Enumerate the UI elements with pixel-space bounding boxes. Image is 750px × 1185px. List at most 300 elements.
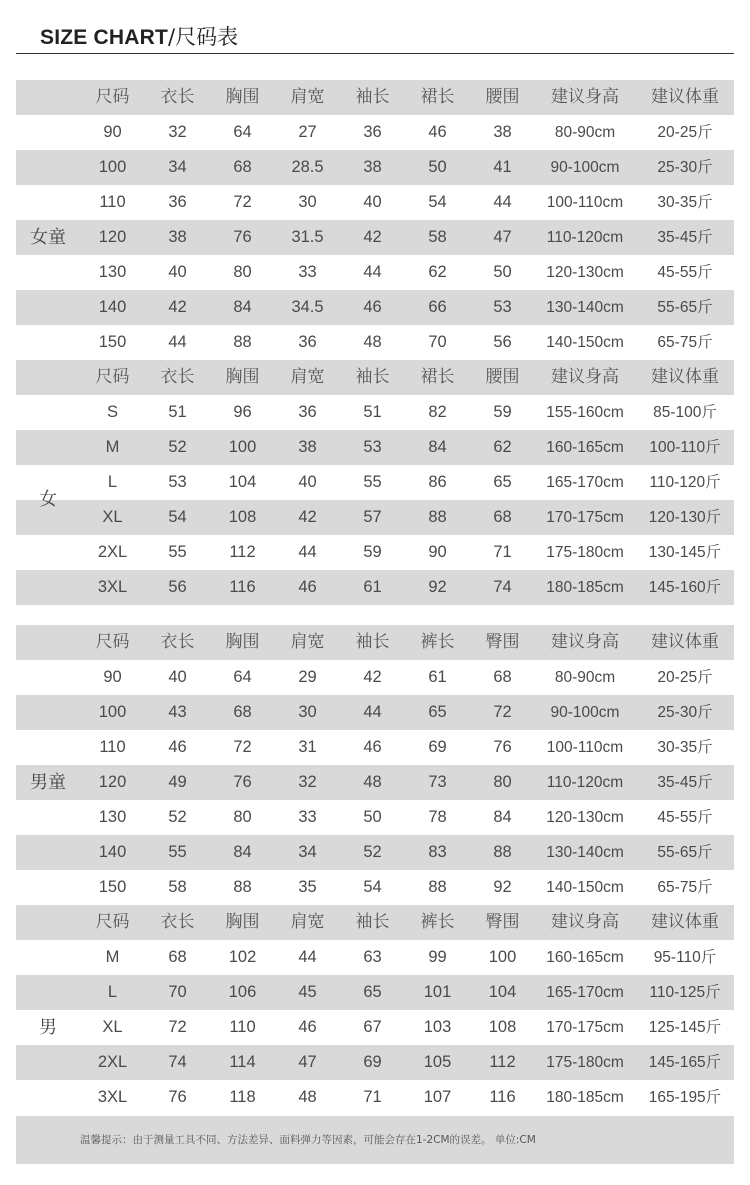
- column-header: 袖长: [355, 367, 390, 387]
- table-cell: 68: [168, 948, 187, 966]
- table-cell: 65: [363, 983, 382, 1001]
- table-cell: 69: [428, 738, 447, 756]
- table-cell: 36: [298, 403, 317, 421]
- table-cell: 140: [98, 298, 127, 316]
- table-cell: 125-145斤: [648, 1019, 722, 1036]
- table-cell: 46: [298, 1018, 317, 1036]
- table-row: [16, 1080, 734, 1115]
- table-cell: 35: [298, 878, 317, 896]
- table-cell: 52: [363, 843, 382, 861]
- table-cell: 65: [493, 473, 512, 491]
- table-cell: 50: [428, 158, 447, 176]
- table-cell: 27: [298, 123, 317, 141]
- table-cell: 48: [363, 333, 382, 351]
- table-cell: 140-150cm: [546, 879, 624, 896]
- table-cell: 90: [103, 668, 122, 686]
- page-title: [40, 20, 238, 54]
- table-cell: 114: [229, 1053, 256, 1071]
- table-cell: 73: [428, 773, 447, 791]
- table-cell: 51: [363, 403, 382, 421]
- table-cell: 38: [493, 123, 512, 141]
- table-cell: 100: [98, 703, 127, 721]
- column-header: 尺码: [95, 632, 130, 652]
- table-cell: 76: [233, 773, 252, 791]
- table-cell: 130: [98, 263, 127, 281]
- table-cell: 62: [428, 263, 447, 281]
- table-cell: 170-175cm: [546, 1019, 624, 1036]
- column-header: 建议身高: [551, 632, 619, 652]
- table-cell: 80: [233, 263, 252, 281]
- table-cell: 65-75斤: [657, 334, 713, 351]
- column-header: 臀围: [485, 632, 520, 652]
- table-cell: 54: [428, 193, 447, 211]
- column-header: 尺码: [95, 87, 130, 107]
- table-cell: 83: [428, 843, 447, 861]
- table-header-row: [16, 905, 734, 940]
- table-cell: 110: [99, 738, 126, 756]
- table-cell: 95-110斤: [653, 949, 717, 966]
- table-cell: 118: [229, 1088, 256, 1106]
- table-cell: 92: [493, 878, 512, 896]
- title-divider: [16, 53, 734, 54]
- table-cell: 84: [493, 808, 512, 826]
- column-header: 衣长: [160, 87, 195, 107]
- table-cell: 68: [493, 508, 512, 526]
- table-cell: 110-120cm: [546, 229, 624, 246]
- table-cell: 160-165cm: [546, 439, 624, 456]
- table-cell: 36: [168, 193, 187, 211]
- table-cell: 35-45斤: [657, 229, 713, 246]
- table-row: [16, 325, 734, 360]
- table-cell: 84: [233, 298, 252, 316]
- column-header: 建议体重: [651, 367, 719, 387]
- table-cell: 175-180cm: [546, 1054, 624, 1071]
- size-table-section: [16, 80, 734, 360]
- table-cell: 30: [298, 703, 317, 721]
- table-cell: 67: [363, 1018, 382, 1036]
- table-cell: 34: [298, 843, 317, 861]
- column-header: 胸围: [225, 632, 260, 652]
- table-cell: 130-140cm: [546, 299, 624, 316]
- column-header: 裙长: [420, 87, 455, 107]
- table-cell: 165-170cm: [546, 474, 624, 491]
- table-row: [16, 800, 734, 835]
- size-group-label: 男: [39, 1017, 57, 1038]
- table-row: [16, 500, 734, 535]
- table-cell: M: [105, 438, 120, 456]
- table-cell: 108: [228, 508, 257, 526]
- table-cell: 65: [428, 703, 447, 721]
- table-cell: 40: [363, 193, 382, 211]
- table-cell: 110: [229, 1018, 256, 1036]
- table-cell: 68: [233, 158, 252, 176]
- column-header: 建议体重: [651, 87, 719, 107]
- table-cell: 50: [493, 263, 512, 281]
- table-cell: 72: [168, 1018, 187, 1036]
- table-cell: 41: [493, 158, 512, 176]
- table-cell: 61: [428, 668, 447, 686]
- size-table-section: [16, 360, 734, 605]
- table-cell: 80: [233, 808, 252, 826]
- table-cell: 88: [428, 508, 447, 526]
- column-header: 裤长: [420, 632, 455, 652]
- table-cell: 59: [493, 403, 512, 421]
- table-cell: 155-160cm: [546, 404, 624, 421]
- table-cell: 120-130cm: [546, 264, 624, 281]
- table-cell: 46: [168, 738, 187, 756]
- table-cell: 150: [98, 878, 127, 896]
- table-row: [16, 535, 734, 570]
- table-cell: 130-140cm: [546, 844, 624, 861]
- table-row: [16, 395, 734, 430]
- table-cell: 55-65斤: [657, 844, 713, 861]
- table-cell: 36: [363, 123, 382, 141]
- table-cell: 74: [493, 578, 512, 596]
- column-header: 建议体重: [651, 912, 719, 932]
- table-cell: 80-90cm: [554, 669, 616, 686]
- column-header: 肩宽: [290, 367, 325, 387]
- table-cell: 46: [363, 298, 382, 316]
- table-row: [16, 115, 734, 150]
- table-cell: 100: [98, 158, 127, 176]
- table-cell: 120: [98, 773, 127, 791]
- table-cell: 66: [428, 298, 447, 316]
- table-cell: 130-145斤: [648, 544, 722, 561]
- table-row: [16, 940, 734, 975]
- table-cell: L: [107, 473, 118, 491]
- column-header: 衣长: [160, 912, 195, 932]
- column-header: 臀围: [485, 912, 520, 932]
- table-row: [16, 660, 734, 695]
- table-cell: 165-170cm: [546, 984, 624, 1001]
- table-cell: 106: [228, 983, 257, 1001]
- tip-note-text: 温馨提示：由于测量工具不同、方法差异、面料弹力等因素，可能会存在1-2CM的误差。 单位:CM: [80, 1134, 536, 1146]
- table-cell: 30-35斤: [657, 194, 713, 211]
- table-cell: 71: [493, 543, 512, 561]
- column-header: 建议身高: [551, 87, 619, 107]
- table-cell: 51: [168, 403, 187, 421]
- table-cell: 76: [493, 738, 512, 756]
- table-cell: XL: [102, 508, 123, 526]
- table-cell: 180-185cm: [546, 579, 624, 596]
- table-cell: 47: [493, 228, 512, 246]
- table-cell: 49: [168, 773, 187, 791]
- column-header: 尺码: [95, 912, 130, 932]
- table-row: [16, 465, 734, 500]
- table-row: [16, 870, 734, 905]
- table-cell: 110-120cm: [546, 774, 624, 791]
- table-cell: 99: [428, 948, 447, 966]
- table-row: [16, 695, 734, 730]
- table-cell: 104: [488, 983, 517, 1001]
- table-cell: 64: [233, 123, 252, 141]
- table-cell: 44: [298, 948, 317, 966]
- table-row: [16, 290, 734, 325]
- size-group-label: 男童: [30, 772, 66, 793]
- table-cell: 140: [98, 843, 127, 861]
- table-cell: 54: [363, 878, 382, 896]
- table-cell: 38: [168, 228, 187, 246]
- table-cell: 55: [168, 543, 187, 561]
- table-cell: 55: [363, 473, 382, 491]
- table-cell: 160-165cm: [546, 949, 624, 966]
- table-cell: M: [105, 948, 120, 966]
- table-cell: 116: [489, 1088, 516, 1106]
- table-cell: 55: [168, 843, 187, 861]
- table-cell: 130: [98, 808, 127, 826]
- table-cell: 100: [228, 438, 257, 456]
- table-cell: 45-55斤: [657, 264, 713, 281]
- table-cell: 88: [493, 843, 512, 861]
- table-cell: 145-160斤: [648, 579, 722, 596]
- table-cell: 20-25斤: [657, 669, 713, 686]
- table-cell: 100: [488, 948, 517, 966]
- table-cell: 56: [493, 333, 512, 351]
- table-cell: 56: [168, 578, 187, 596]
- table-cell: 58: [168, 878, 187, 896]
- table-header-row: [16, 80, 734, 115]
- table-cell: 58: [428, 228, 447, 246]
- table-row: [16, 835, 734, 870]
- table-cell: 170-175cm: [546, 509, 624, 526]
- table-row: [16, 255, 734, 290]
- table-cell: 36: [298, 333, 317, 351]
- column-header: 胸围: [225, 367, 260, 387]
- column-header: 袖长: [355, 632, 390, 652]
- table-cell: 54: [168, 508, 187, 526]
- table-cell: 88: [233, 878, 252, 896]
- table-cell: 52: [168, 808, 187, 826]
- table-row: [16, 1010, 734, 1045]
- table-cell: 40: [298, 473, 317, 491]
- column-header: 裙长: [420, 367, 455, 387]
- table-cell: 76: [233, 228, 252, 246]
- table-cell: 88: [428, 878, 447, 896]
- table-cell: 48: [298, 1088, 317, 1106]
- table-cell: 68: [493, 668, 512, 686]
- table-cell: 29: [298, 668, 317, 686]
- table-row: [16, 765, 734, 800]
- table-cell: 84: [428, 438, 447, 456]
- table-cell: 25-30斤: [657, 704, 713, 721]
- table-cell: 116: [229, 578, 256, 596]
- table-cell: 165-195斤: [648, 1089, 722, 1106]
- table-cell: 101: [423, 983, 452, 1001]
- table-cell: 32: [298, 773, 317, 791]
- table-cell: 70: [168, 983, 187, 1001]
- column-header: 袖长: [355, 87, 390, 107]
- table-cell: 45: [298, 983, 317, 1001]
- size-table-section: [16, 625, 734, 905]
- table-cell: 100-110斤: [649, 439, 721, 456]
- table-cell: 2XL: [97, 543, 128, 561]
- table-cell: 76: [168, 1088, 187, 1106]
- table-cell: 86: [428, 473, 447, 491]
- column-header: 建议身高: [551, 367, 619, 387]
- table-cell: 110-120斤: [649, 474, 721, 491]
- table-cell: 110: [99, 193, 126, 211]
- table-row: [16, 150, 734, 185]
- table-cell: L: [107, 983, 118, 1001]
- table-cell: 107: [423, 1088, 452, 1106]
- table-cell: 72: [233, 193, 252, 211]
- table-cell: 61: [363, 578, 382, 596]
- table-cell: 120-130cm: [546, 809, 624, 826]
- table-cell: 34.5: [291, 298, 324, 316]
- table-cell: 65-75斤: [657, 879, 713, 896]
- table-cell: 3XL: [97, 578, 128, 596]
- table-cell: 42: [168, 298, 187, 316]
- table-cell: 40: [168, 263, 187, 281]
- table-cell: 68: [233, 703, 252, 721]
- table-cell: 82: [428, 403, 447, 421]
- table-cell: 90-100cm: [550, 704, 620, 721]
- table-row: [16, 730, 734, 765]
- size-table-section: [16, 905, 734, 1115]
- table-row: [16, 975, 734, 1010]
- column-header: 建议体重: [651, 632, 719, 652]
- table-cell: 175-180cm: [546, 544, 624, 561]
- table-cell: 38: [363, 158, 382, 176]
- table-cell: 34: [168, 158, 187, 176]
- column-header: 腰围: [485, 87, 520, 107]
- title-chinese: /尺码表: [168, 25, 239, 49]
- table-cell: 31.5: [291, 228, 324, 246]
- table-cell: 31: [298, 738, 317, 756]
- table-cell: 90: [103, 123, 122, 141]
- table-cell: 44: [168, 333, 187, 351]
- table-cell: 2XL: [97, 1053, 128, 1071]
- table-cell: 47: [298, 1053, 317, 1071]
- title-english: SIZE CHART: [40, 26, 168, 49]
- table-cell: 57: [363, 508, 382, 526]
- table-cell: 74: [168, 1053, 187, 1071]
- table-cell: 105: [423, 1053, 452, 1071]
- column-header: 衣长: [160, 367, 195, 387]
- table-cell: 72: [233, 738, 252, 756]
- table-cell: 53: [493, 298, 512, 316]
- table-row: [16, 430, 734, 465]
- column-header: 肩宽: [290, 912, 325, 932]
- table-cell: 28.5: [291, 158, 324, 176]
- table-cell: 46: [298, 578, 317, 596]
- table-cell: 104: [228, 473, 257, 491]
- size-group-label: 女童: [30, 227, 66, 248]
- table-cell: 46: [428, 123, 447, 141]
- table-cell: 90-100cm: [550, 159, 620, 176]
- table-cell: 84: [233, 843, 252, 861]
- column-header: 裤长: [420, 912, 455, 932]
- table-cell: 150: [98, 333, 127, 351]
- table-cell: 100-110cm: [546, 739, 624, 756]
- table-cell: 46: [363, 738, 382, 756]
- table-cell: 44: [363, 263, 382, 281]
- table-cell: 30: [298, 193, 317, 211]
- table-cell: 25-30斤: [657, 159, 713, 176]
- table-cell: XL: [102, 1018, 123, 1036]
- column-header: 肩宽: [290, 632, 325, 652]
- table-cell: 62: [493, 438, 512, 456]
- tip-note-bar: [16, 1116, 734, 1164]
- table-cell: 38: [298, 438, 317, 456]
- table-cell: 85-100斤: [653, 404, 717, 421]
- table-row: [16, 570, 734, 605]
- table-cell: 33: [298, 263, 317, 281]
- table-cell: 120: [98, 228, 127, 246]
- table-cell: 112: [489, 1053, 516, 1071]
- table-cell: 103: [423, 1018, 452, 1036]
- table-cell: 45-55斤: [657, 809, 713, 826]
- column-header: 肩宽: [290, 87, 325, 107]
- table-cell: 140-150cm: [546, 334, 624, 351]
- table-cell: 42: [298, 508, 317, 526]
- column-header: 建议身高: [551, 912, 619, 932]
- column-header: 衣长: [160, 632, 195, 652]
- table-cell: 110-125斤: [649, 984, 721, 1001]
- table-cell: 40: [168, 668, 187, 686]
- table-cell: 44: [363, 703, 382, 721]
- table-cell: 70: [428, 333, 447, 351]
- size-group-label: 女: [39, 489, 57, 510]
- table-cell: 55-65斤: [657, 299, 713, 316]
- table-cell: 71: [363, 1088, 382, 1106]
- table-cell: 96: [233, 403, 252, 421]
- table-cell: 180-185cm: [546, 1089, 624, 1106]
- table-cell: 35-45斤: [657, 774, 713, 791]
- table-row: [16, 220, 734, 255]
- table-cell: 44: [298, 543, 317, 561]
- table-cell: 50: [363, 808, 382, 826]
- table-cell: 80-90cm: [554, 124, 616, 141]
- table-cell: 44: [493, 193, 512, 211]
- table-cell: S: [106, 403, 118, 421]
- table-header-row: [16, 625, 734, 660]
- table-cell: 72: [493, 703, 512, 721]
- table-cell: 69: [363, 1053, 382, 1071]
- table-cell: 42: [363, 228, 382, 246]
- column-header: 袖长: [355, 912, 390, 932]
- table-cell: 59: [363, 543, 382, 561]
- column-header: 胸围: [225, 87, 260, 107]
- table-cell: 3XL: [97, 1088, 128, 1106]
- table-cell: 100-110cm: [546, 194, 624, 211]
- table-cell: 80: [493, 773, 512, 791]
- table-cell: 120-130斤: [648, 509, 722, 526]
- table-cell: 102: [228, 948, 257, 966]
- table-row: [16, 1045, 734, 1080]
- table-cell: 53: [168, 473, 187, 491]
- table-cell: 145-165斤: [648, 1054, 722, 1071]
- table-cell: 64: [233, 668, 252, 686]
- table-cell: 88: [233, 333, 252, 351]
- table-cell: 112: [229, 543, 256, 561]
- table-header-row: [16, 360, 734, 395]
- column-header: 尺码: [95, 367, 130, 387]
- table-cell: 63: [363, 948, 382, 966]
- table-cell: 52: [168, 438, 187, 456]
- table-cell: 92: [428, 578, 447, 596]
- table-cell: 108: [488, 1018, 517, 1036]
- table-cell: 78: [428, 808, 447, 826]
- table-cell: 53: [363, 438, 382, 456]
- table-cell: 32: [168, 123, 187, 141]
- table-cell: 20-25斤: [657, 124, 713, 141]
- table-cell: 33: [298, 808, 317, 826]
- column-header: 胸围: [225, 912, 260, 932]
- table-row: [16, 185, 734, 220]
- table-cell: 48: [363, 773, 382, 791]
- table-cell: 30-35斤: [657, 739, 713, 756]
